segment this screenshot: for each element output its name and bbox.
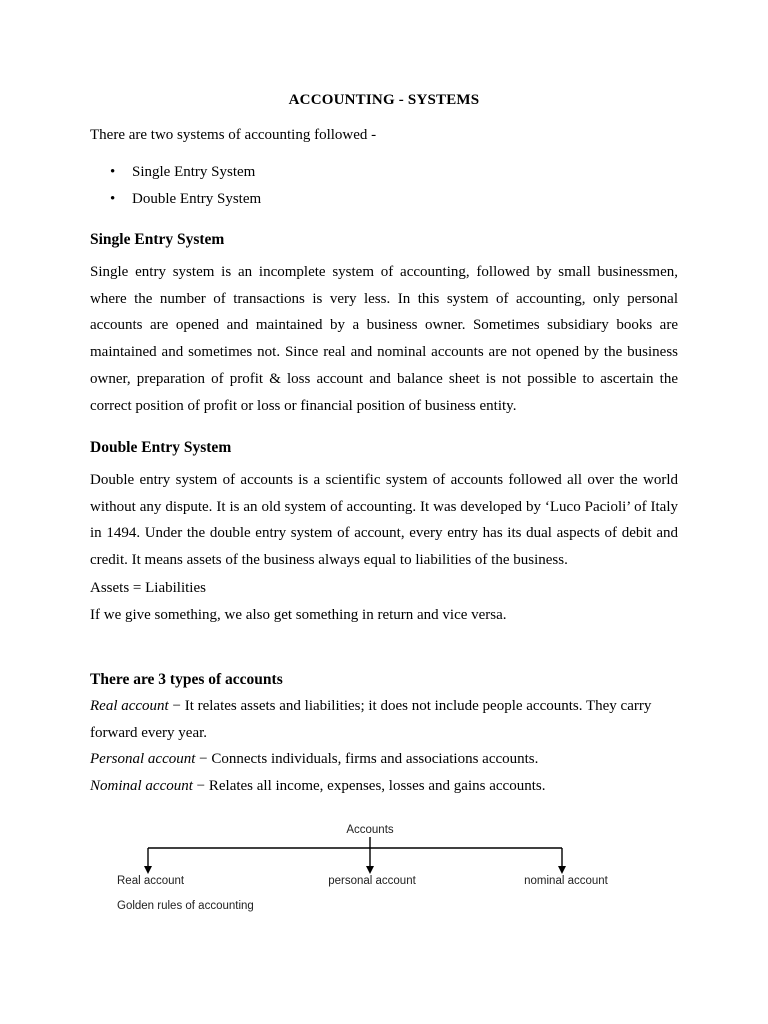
- real-account-term: Real account: [90, 698, 169, 714]
- equation-line: Assets = Liabilities: [90, 580, 206, 596]
- nominal-account-description: − Relates all income, expenses, losses and gains accounts.: [192, 778, 546, 794]
- personal-account-term: Personal account: [90, 751, 196, 767]
- account-types-heading: There are 3 types of accounts: [90, 671, 283, 688]
- list-item: • Single Entry System: [90, 163, 261, 190]
- real-account-definition: [90, 693, 678, 746]
- arrow-down-icon: [366, 866, 374, 874]
- diagram-child-nominal: nominal account: [524, 875, 608, 887]
- diagram-child-personal: personal account: [328, 875, 416, 887]
- list-item: • Double Entry System: [90, 190, 261, 217]
- double-entry-heading: Double Entry System: [90, 439, 232, 456]
- real-account-description: − It relates assets and liabilities; it does not include people accounts. They carry forward every year.: [90, 698, 652, 741]
- double-entry-paragraph: Double entry system of accounts is a scientific system of accounts followed all over the world without any dispute. It is an old system of accounting. It was developed by ‘Luco Pacioli’ of Italy in 1494. Under the double entry system of account, every entry has its dual aspects of debit and credit. It means assets of the business always equal to liabilities of the business.: [90, 472, 678, 569]
- accounts-tree-diagram: [0, 810, 768, 920]
- diagram-child-real: Real account: [117, 875, 185, 887]
- arrow-down-icon: [558, 866, 566, 874]
- arrow-down-icon: [144, 866, 152, 874]
- page-title: ACCOUNTING - SYSTEMS: [288, 92, 480, 108]
- single-entry-heading: Single Entry System: [90, 231, 225, 248]
- nominal-account-definition: [90, 773, 678, 800]
- personal-account-definition: [90, 746, 678, 773]
- single-entry-paragraph: Single entry system is an incomplete system of accounting, followed by small businessmen, where the number of transactions is very less. In this system of accounting, only personal accounts are opened and maintained by a business owner. Sometimes subsidiary books are maintained and sometimes not. Since real and nominal accounts are not opened by the business owner, preparation of profit & loss account and balance sheet is not possible to ascertain the correct position of profit or loss or financial position of business entity.: [90, 264, 678, 414]
- systems-list: [90, 163, 261, 217]
- nominal-account-term: Nominal account: [90, 778, 193, 794]
- personal-account-description: − Connects individuals, firms and associations accounts.: [195, 751, 539, 767]
- golden-rules-caption: Golden rules of accounting: [117, 900, 254, 912]
- note-line: If we give something, we also get something in return and vice versa.: [90, 607, 507, 623]
- intro-text: There are two systems of accounting followed -: [90, 127, 377, 143]
- diagram-root-label: Accounts: [346, 824, 394, 836]
